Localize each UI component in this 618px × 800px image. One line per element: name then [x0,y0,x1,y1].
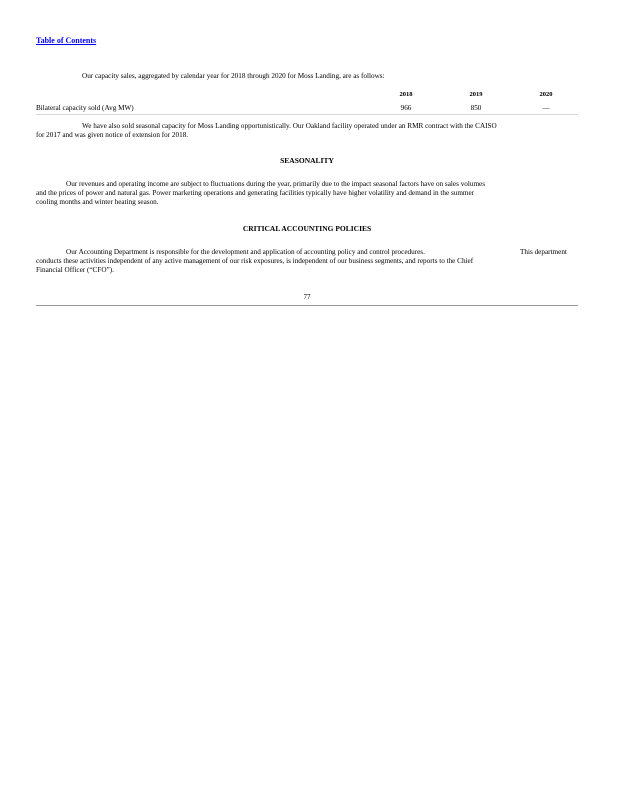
capacity-value-2018: 966 [400,104,412,112]
seasonality-text-line1: Our revenues and operating income are subject to fluctuations during the year, primarily due to the impact seasonal factors have on sales volumes [66,180,486,188]
seasonal-capacity-text-line1: We have also sold seasonal capacity for Moss Landing opportunistically. Our Oakland facility operated under an RMR contract with the CAISO [82,122,497,130]
capacity-intro-text: Our capacity sales, aggregated by calendar year for 2018 through 2020 for Moss Landing, are as follows: [82,72,385,80]
seasonality-text-line2: and the prices of power and natural gas. Power marketing operations and generating facilities typically have higher volatility and demand in the summer [36,189,475,197]
seasonal-capacity-text-line2: for 2017 and was given notice of extension for 2018. [36,131,189,139]
table-of-contents-link[interactable]: Table of Contents [36,36,97,45]
table-row-divider [36,114,578,115]
capacity-value-2019: 850 [470,104,482,112]
critical-accounting-text-line3: Financial Officer (“CFO”). [36,266,114,274]
column-header-2018: 2018 [399,91,413,98]
page-number: 77 [303,293,311,301]
column-header-2019: 2019 [469,91,483,98]
critical-accounting-text-line1-end: This department [520,248,567,256]
capacity-value-2020: — [542,104,550,112]
seasonality-heading: SEASONALITY [280,156,334,165]
column-header-2020: 2020 [539,91,553,98]
critical-accounting-heading: CRITICAL ACCOUNTING POLICIES [242,224,372,233]
seasonality-text-line3: cooling months and winter heating season. [36,198,159,206]
footer-divider [36,305,578,306]
capacity-row-label: Bilateral capacity sold (Avg MW) [36,104,134,112]
critical-accounting-text-line2: conducts these activities independent of any active management of our risk exposures, is independent of our business segments, and reports to the Chief [36,257,474,265]
critical-accounting-text-line1: Our Accounting Department is responsible for the development and application of accounting policy and control procedures. [66,248,425,256]
